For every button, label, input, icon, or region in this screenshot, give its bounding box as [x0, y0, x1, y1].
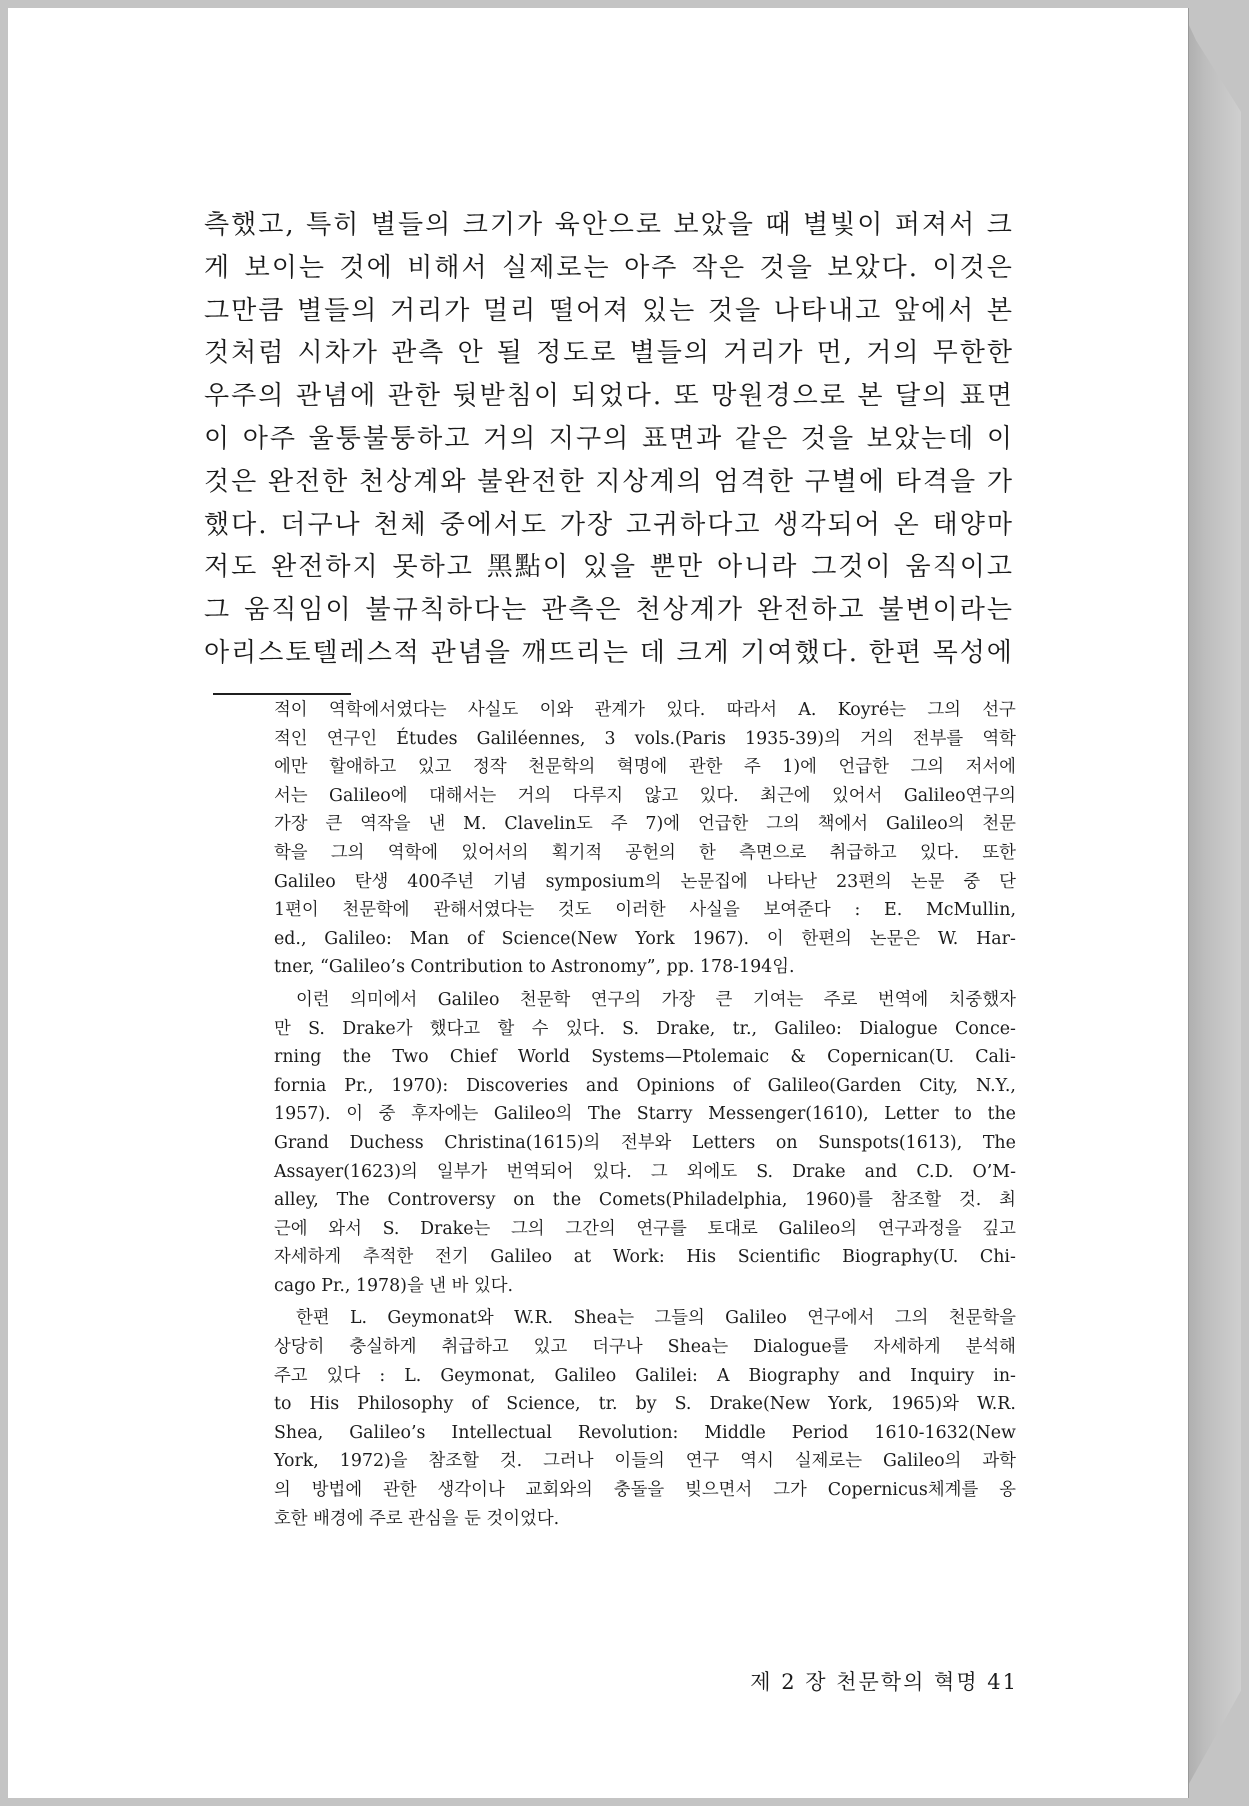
footnote-paragraph-1 [274, 696, 1016, 982]
book-page [8, 8, 1188, 1798]
body-text-line: 것처럼 시차가 관측 안 될 정도로 별들의 거리가 먼, 거의 무한한 [204, 338, 1014, 369]
footnote-line: 주고 있다 : L. Geymonat, Galileo Galilei: A Biography and Inquiry in- [274, 1365, 1016, 1386]
body-text-line: 저도 완전하지 못하고 黑點이 있을 뿐만 아니라 그것이 움직이고 [204, 552, 1014, 583]
footnote-line: 근에 와서 S. Drake는 그의 그간의 연구를 토대로 Galileo의 연구과정을 깊고 [274, 1218, 1016, 1239]
body-text-line: 게 보이는 것에 비해서 실제로는 아주 작은 것을 보았다. 이것은 [204, 252, 1014, 283]
running-footer: 제 2 장 천문학의 혁명 41 [750, 1670, 1018, 1694]
footnote-line: 한편 L. Geymonat와 W.R. Shea는 그들의 Galileo 연구에서 그의 천문학을 [296, 1308, 1016, 1329]
footnote-paragraph-3 [274, 1304, 1016, 1533]
footnote-line: 적이 역학에서였다는 사실도 이와 관계가 있다. 따라서 A. Koyré는 그의 선구 [274, 700, 1016, 720]
footnote-paragraph-2 [274, 986, 1016, 1301]
footnote-line: 자세하게 추적한 전기 Galileo at Work: His Scientific Biography(U. Chi- [274, 1247, 1016, 1268]
body-text-line: 그만큼 별들의 거리가 멀리 떨어져 있는 것을 나타내고 앞에서 본 [204, 295, 1014, 326]
footnote-line: Grand Duchess Christina(1615)의 전부와 Letters on Sunspots(1613), The [274, 1132, 1016, 1153]
footnote-line: rning the Two Chief World Systems—Ptolemaic & Copernican(U. Cali- [274, 1047, 1016, 1068]
footnote-line: fornia Pr., 1970): Discoveries and Opinions of Galileo(Garden City, N.Y., [274, 1075, 1016, 1096]
main-text [204, 204, 1014, 675]
footnote-line: to His Philosophy of Science, tr. by S. Drake(New York, 1965)와 W.R. [274, 1394, 1016, 1415]
footnotes [274, 696, 1016, 1533]
footnote-line: Galileo 탄생 400주년 기념 symposium의 논문집에 나타난 23편의 논문 중 단 [274, 871, 1016, 892]
footnote-line: 1957). 이 중 후자에는 Galileo의 The Starry Messenger(1610), Letter to the [274, 1104, 1016, 1125]
footnote-line: cago Pr., 1978)을 낸 바 있다. [274, 1275, 514, 1296]
footnote-line: Assayer(1623)의 일부가 번역되어 있다. 그 외에도 S. Drake and C.D. O’M- [274, 1161, 1016, 1182]
footnote-rule [213, 693, 351, 695]
footnote-line: 만 S. Drake가 했다고 할 수 있다. S. Drake, tr., Galileo: Dialogue Conce- [274, 1018, 1016, 1039]
footnote-line: tner, “Galileo’s Contribution to Astronomy”, pp. 178-194임. [274, 957, 795, 978]
footnote-line: York, 1972)을 참조할 것. 그러나 이들의 연구 역시 실제로는 Galileo의 과학 [274, 1451, 1016, 1472]
body-text-line: 측했고, 특히 별들의 크기가 육안으로 보았을 때 별빛이 퍼져서 크 [204, 210, 1014, 240]
footnote-line: 상당히 충실하게 취급하고 있고 더구나 Shea는 Dialogue를 자세하게 분석해 [274, 1337, 1016, 1358]
footnote-line: alley, The Controversy on the Comets(Philadelphia, 1960)를 참조할 것. 최 [274, 1190, 1016, 1211]
footnote-line: ed., Galileo: Man of Science(New York 1967). 이 한편의 논문은 W. Har- [274, 928, 1016, 949]
footnote-line: 호한 배경에 주로 관심을 둔 것이었다. [274, 1508, 560, 1529]
body-text-line: 것은 완전한 천상계와 불완전한 지상계의 엄격한 구별에 타격을 가 [204, 466, 1014, 497]
footnote-line: 서는 Galileo에 대해서는 거의 다루지 않고 있다. 최근에 있어서 Galileo연구의 [274, 785, 1016, 806]
footnote-line: 가장 큰 역작을 낸 M. Clavelin도 주 7)에 언급한 그의 책에서 Galileo의 천문 [274, 814, 1016, 835]
footnote-line: 의 방법에 관한 생각이나 교회와의 충돌을 빚으면서 그가 Copernicus체계를 옹 [274, 1480, 1016, 1501]
body-text-line: 했다. 더구나 천체 중에서도 가장 고귀하다고 생각되어 온 태양마 [204, 509, 1014, 540]
footnote-line: 이런 의미에서 Galileo 천문학 연구의 가장 큰 기여는 주로 번역에 치중했자 [296, 989, 1016, 1010]
body-text-line: 우주의 관념에 관한 뒷받침이 되었다. 또 망원경으로 본 달의 표면 [204, 381, 1014, 412]
body-text-line: 그 움직임이 불규칙하다는 관측은 천상계가 완전하고 불변이라는 [204, 595, 1014, 626]
footnote-line: 적인 연구인 Études Galiléennes, 3 vols.(Paris 1935-39)의 거의 전부를 역학 [274, 728, 1016, 749]
page-edge-shadow [1181, 8, 1241, 1798]
footnote-line: Shea, Galileo’s Intellectual Revolution: Middle Period 1610-1632(New [274, 1422, 1016, 1443]
footnote-line: 에만 할애하고 있고 정작 천문학의 혁명에 관한 주 1)에 언급한 그의 저서에 [274, 757, 1016, 778]
footnote-line: 1편이 천문학에 관해서였다는 것도 이러한 사실을 보여준다 : E. McMullin, [274, 900, 1016, 921]
body-text-line: 아리스토텔레스적 관념을 깨뜨리는 데 크게 기여했다. 한편 목성에 [204, 637, 1014, 668]
footnote-line: 학을 그의 역학에 있어서의 획기적 공헌의 한 측면으로 취급하고 있다. 또한 [274, 842, 1016, 863]
body-text-line: 이 아주 울퉁불퉁하고 거의 지구의 표면과 같은 것을 보았는데 이 [204, 423, 1014, 454]
